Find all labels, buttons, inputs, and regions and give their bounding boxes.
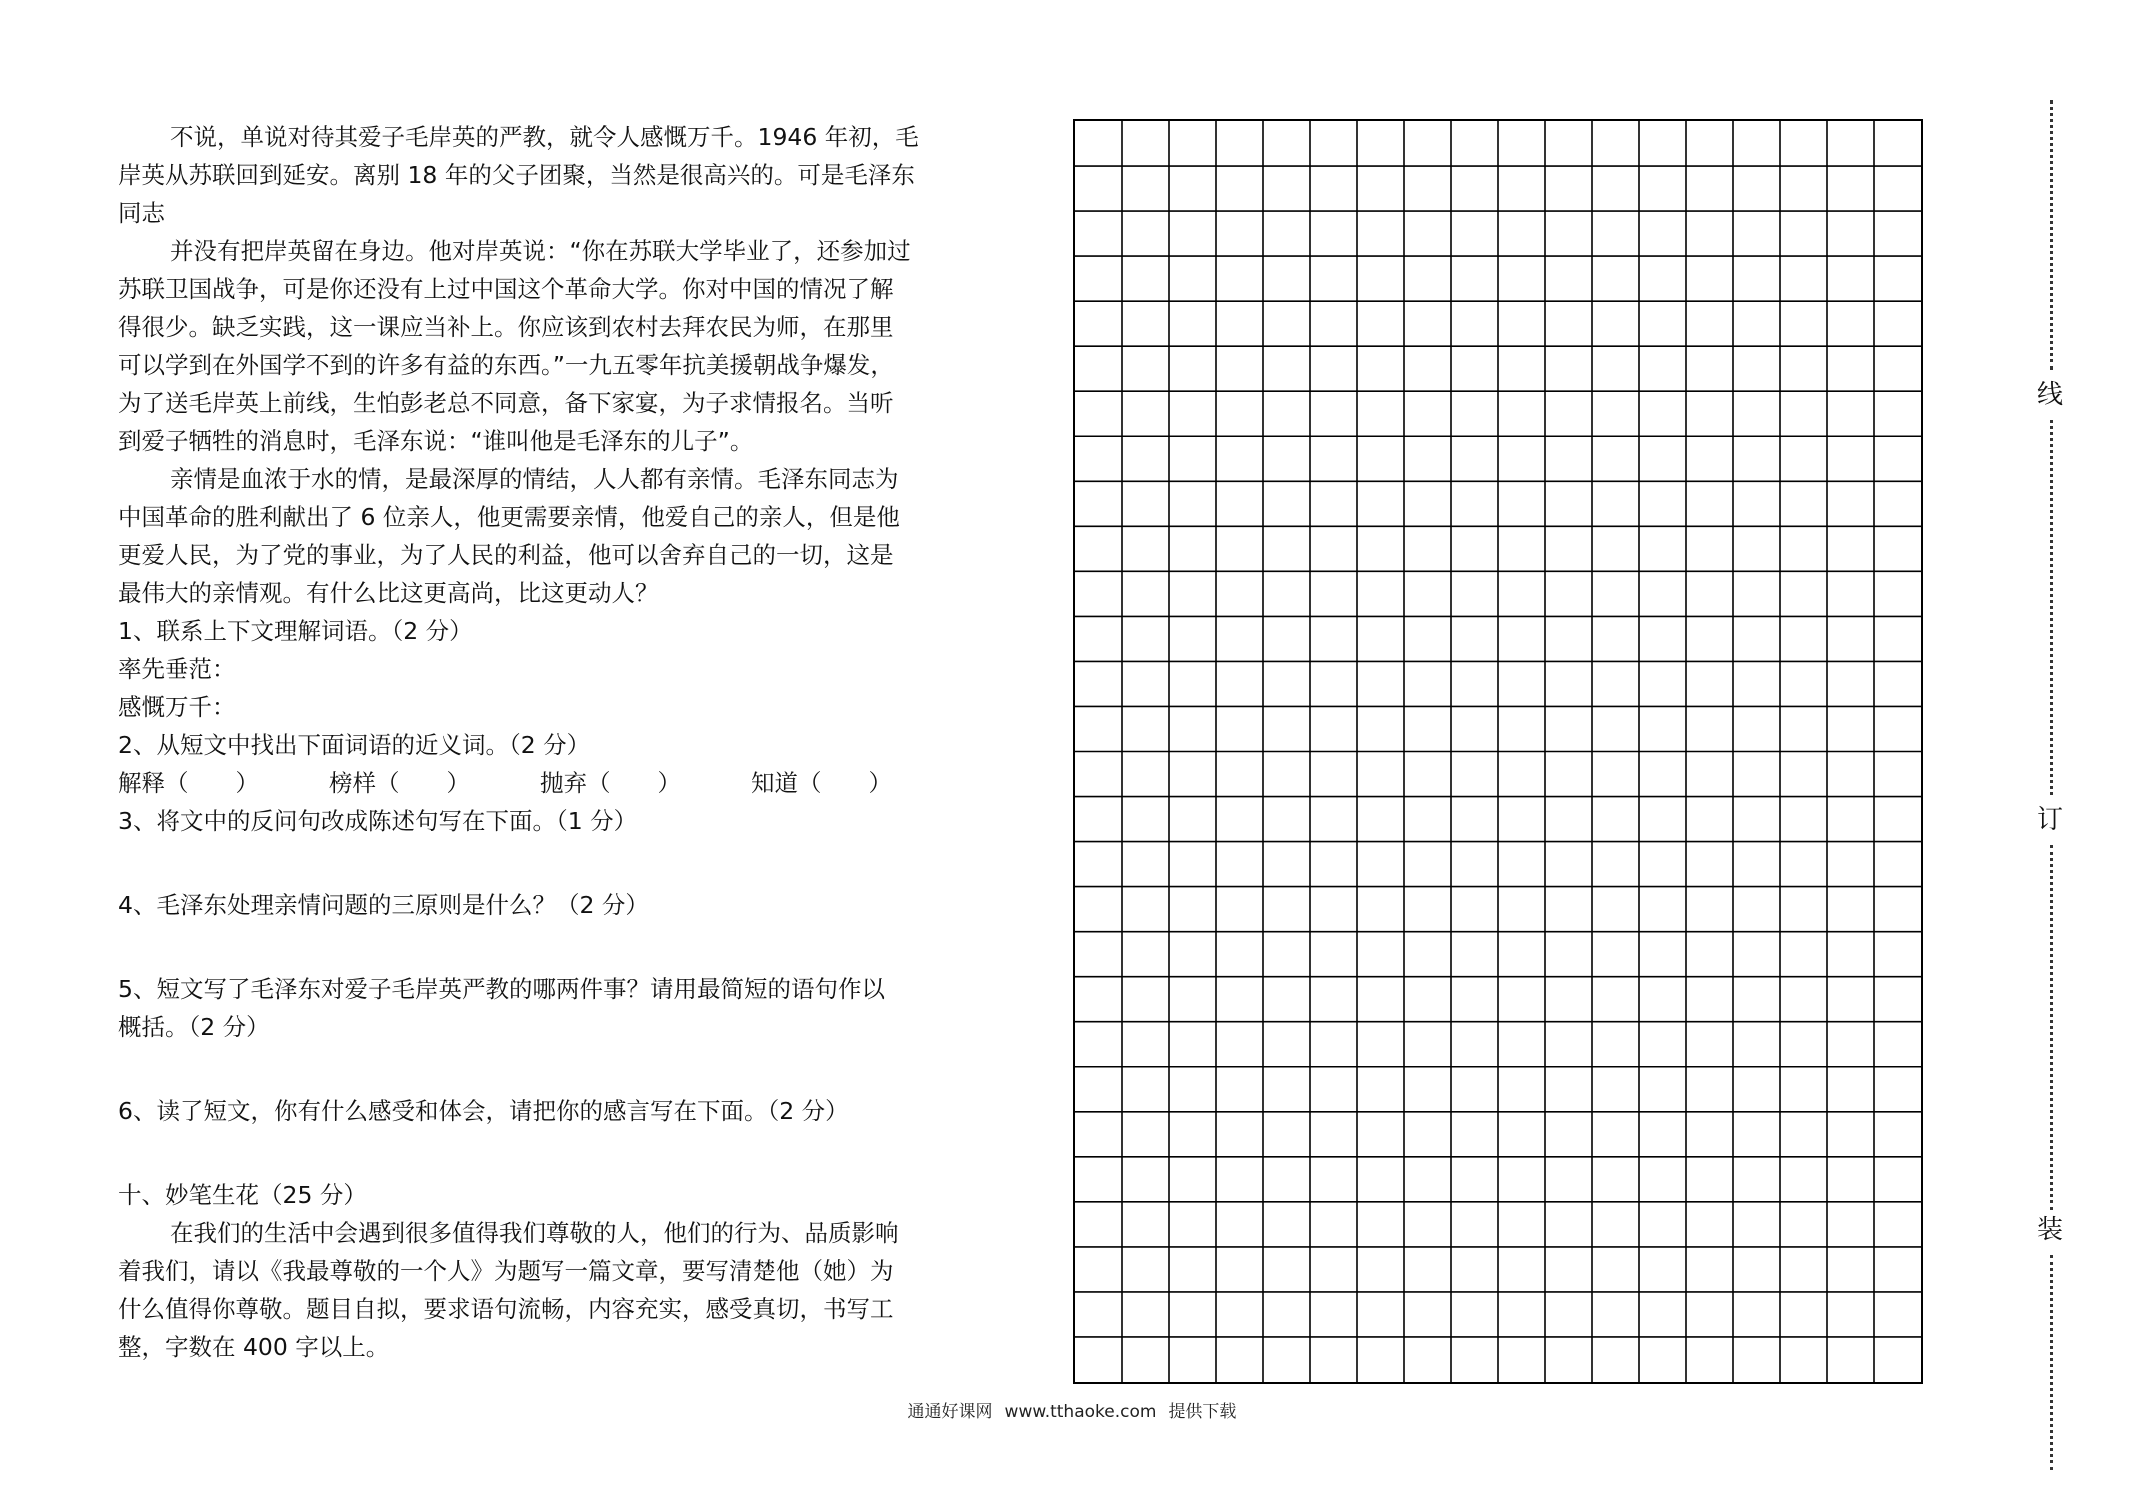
composition-line: 什么值得你尊敬。题目自拟，要求语句流畅，内容充实，感受真切，书写工: [118, 1295, 894, 1323]
word-blank: 解释（ ）: [118, 769, 259, 797]
passage-line: 到爱子牺牲的消息时，毛泽东说：“谁叫他是毛泽东的儿子”。: [118, 427, 754, 455]
dotted-line: [2050, 1255, 2053, 1470]
passage-line: 为了送毛岸英上前线，生怕彭老总不同意，备下家宴，为子求情报名。当听: [118, 389, 894, 417]
question-1: 1、联系上下文理解词语。（2 分）: [118, 617, 473, 645]
word-blank: 知道（ ）: [751, 769, 892, 797]
composition-heading: 十、妙笔生花（25 分）: [118, 1181, 367, 1209]
reading-section: [118, 118, 958, 1366]
question-2-words: [118, 764, 958, 802]
composition-line: 整，字数在 400 字以上。: [118, 1333, 390, 1361]
page-footer: [0, 1397, 2144, 1422]
question-2: 2、从短文中找出下面词语的近义词。（2 分）: [118, 731, 591, 759]
binding-line: [2035, 100, 2065, 1370]
passage-line: 同志: [118, 199, 165, 227]
binding-char-zhuang: 装: [2036, 1215, 2063, 1245]
footer-site: 通通好课网: [907, 1402, 993, 1422]
passage-line: 不说，单说对待其爱子毛岸英的严教，就令人感慨万千。1946 年初，毛: [170, 123, 919, 151]
passage-line: 并没有把岸英留在身边。他对岸英说：“你在苏联大学毕业了，还参加过: [170, 237, 911, 265]
passage-line: 更爱人民，为了党的事业，为了人民的利益，他可以舍弃自己的一切，这是: [118, 541, 894, 569]
composition-line: 在我们的生活中会遇到很多值得我们尊敬的人，他们的行为、品质影响: [170, 1219, 899, 1247]
composition-line: 着我们，请以《我最尊敬的一个人》为题写一篇文章，要写清楚他（她）为: [118, 1257, 894, 1285]
dotted-line: [2050, 420, 2053, 795]
passage-line: 苏联卫国战争，可是你还没有上过中国这个革命大学。你对中国的情况了解: [118, 275, 894, 303]
passage-line: 中国革命的胜利献出了 6 位亲人，他更需要亲情，他爱自己的亲人，但是他: [118, 503, 900, 531]
binding-char-ding: 订: [2036, 805, 2063, 835]
question-6: 6、读了短文，你有什么感受和体会，请把你的感言写在下面。（2 分）: [118, 1097, 849, 1125]
question-5-cont: 概括。（2 分）: [118, 1013, 270, 1041]
binding-char-xian: 线: [2036, 380, 2063, 410]
footer-url: www.tthaoke.com: [1004, 1402, 1157, 1422]
question-3: 3、将文中的反问句改成陈述句写在下面。（1 分）: [118, 807, 638, 835]
word-blank: 榜样（ ）: [329, 769, 470, 797]
footer-note: 提供下载: [1168, 1402, 1237, 1422]
writing-grid-lines: [1075, 121, 1921, 1382]
question-1-item-a: 率先垂范：: [118, 655, 236, 683]
question-4: 4、毛泽东处理亲情问题的三原则是什么？（2 分）: [118, 891, 649, 919]
passage-line: 可以学到在外国学不到的许多有益的东西。”一九五零年抗美援朝战争爆发，: [118, 351, 894, 379]
passage-line: 亲情是血浓于水的情，是最深厚的情结，人人都有亲情。毛泽东同志为: [170, 465, 899, 493]
word-blank: 抛弃（ ）: [540, 769, 681, 797]
writing-grid[interactable]: [1073, 119, 1923, 1384]
passage-line: 岸英从苏联回到延安。离别 18 年的父子团聚，当然是很高兴的。可是毛泽东: [118, 161, 915, 189]
passage-line: 得很少。缺乏实践，这一课应当补上。你应该到农村去拜农民为师，在那里: [118, 313, 894, 341]
dotted-line: [2050, 100, 2053, 370]
question-5: 5、短文写了毛泽东对爱子毛岸英严教的哪两件事？请用最简短的语句作以: [118, 975, 885, 1003]
question-1-item-b: 感慨万千：: [118, 693, 236, 721]
dotted-line: [2050, 845, 2053, 1210]
passage-line: 最伟大的亲情观。有什么比这更高尚，比这更动人？: [118, 579, 659, 607]
